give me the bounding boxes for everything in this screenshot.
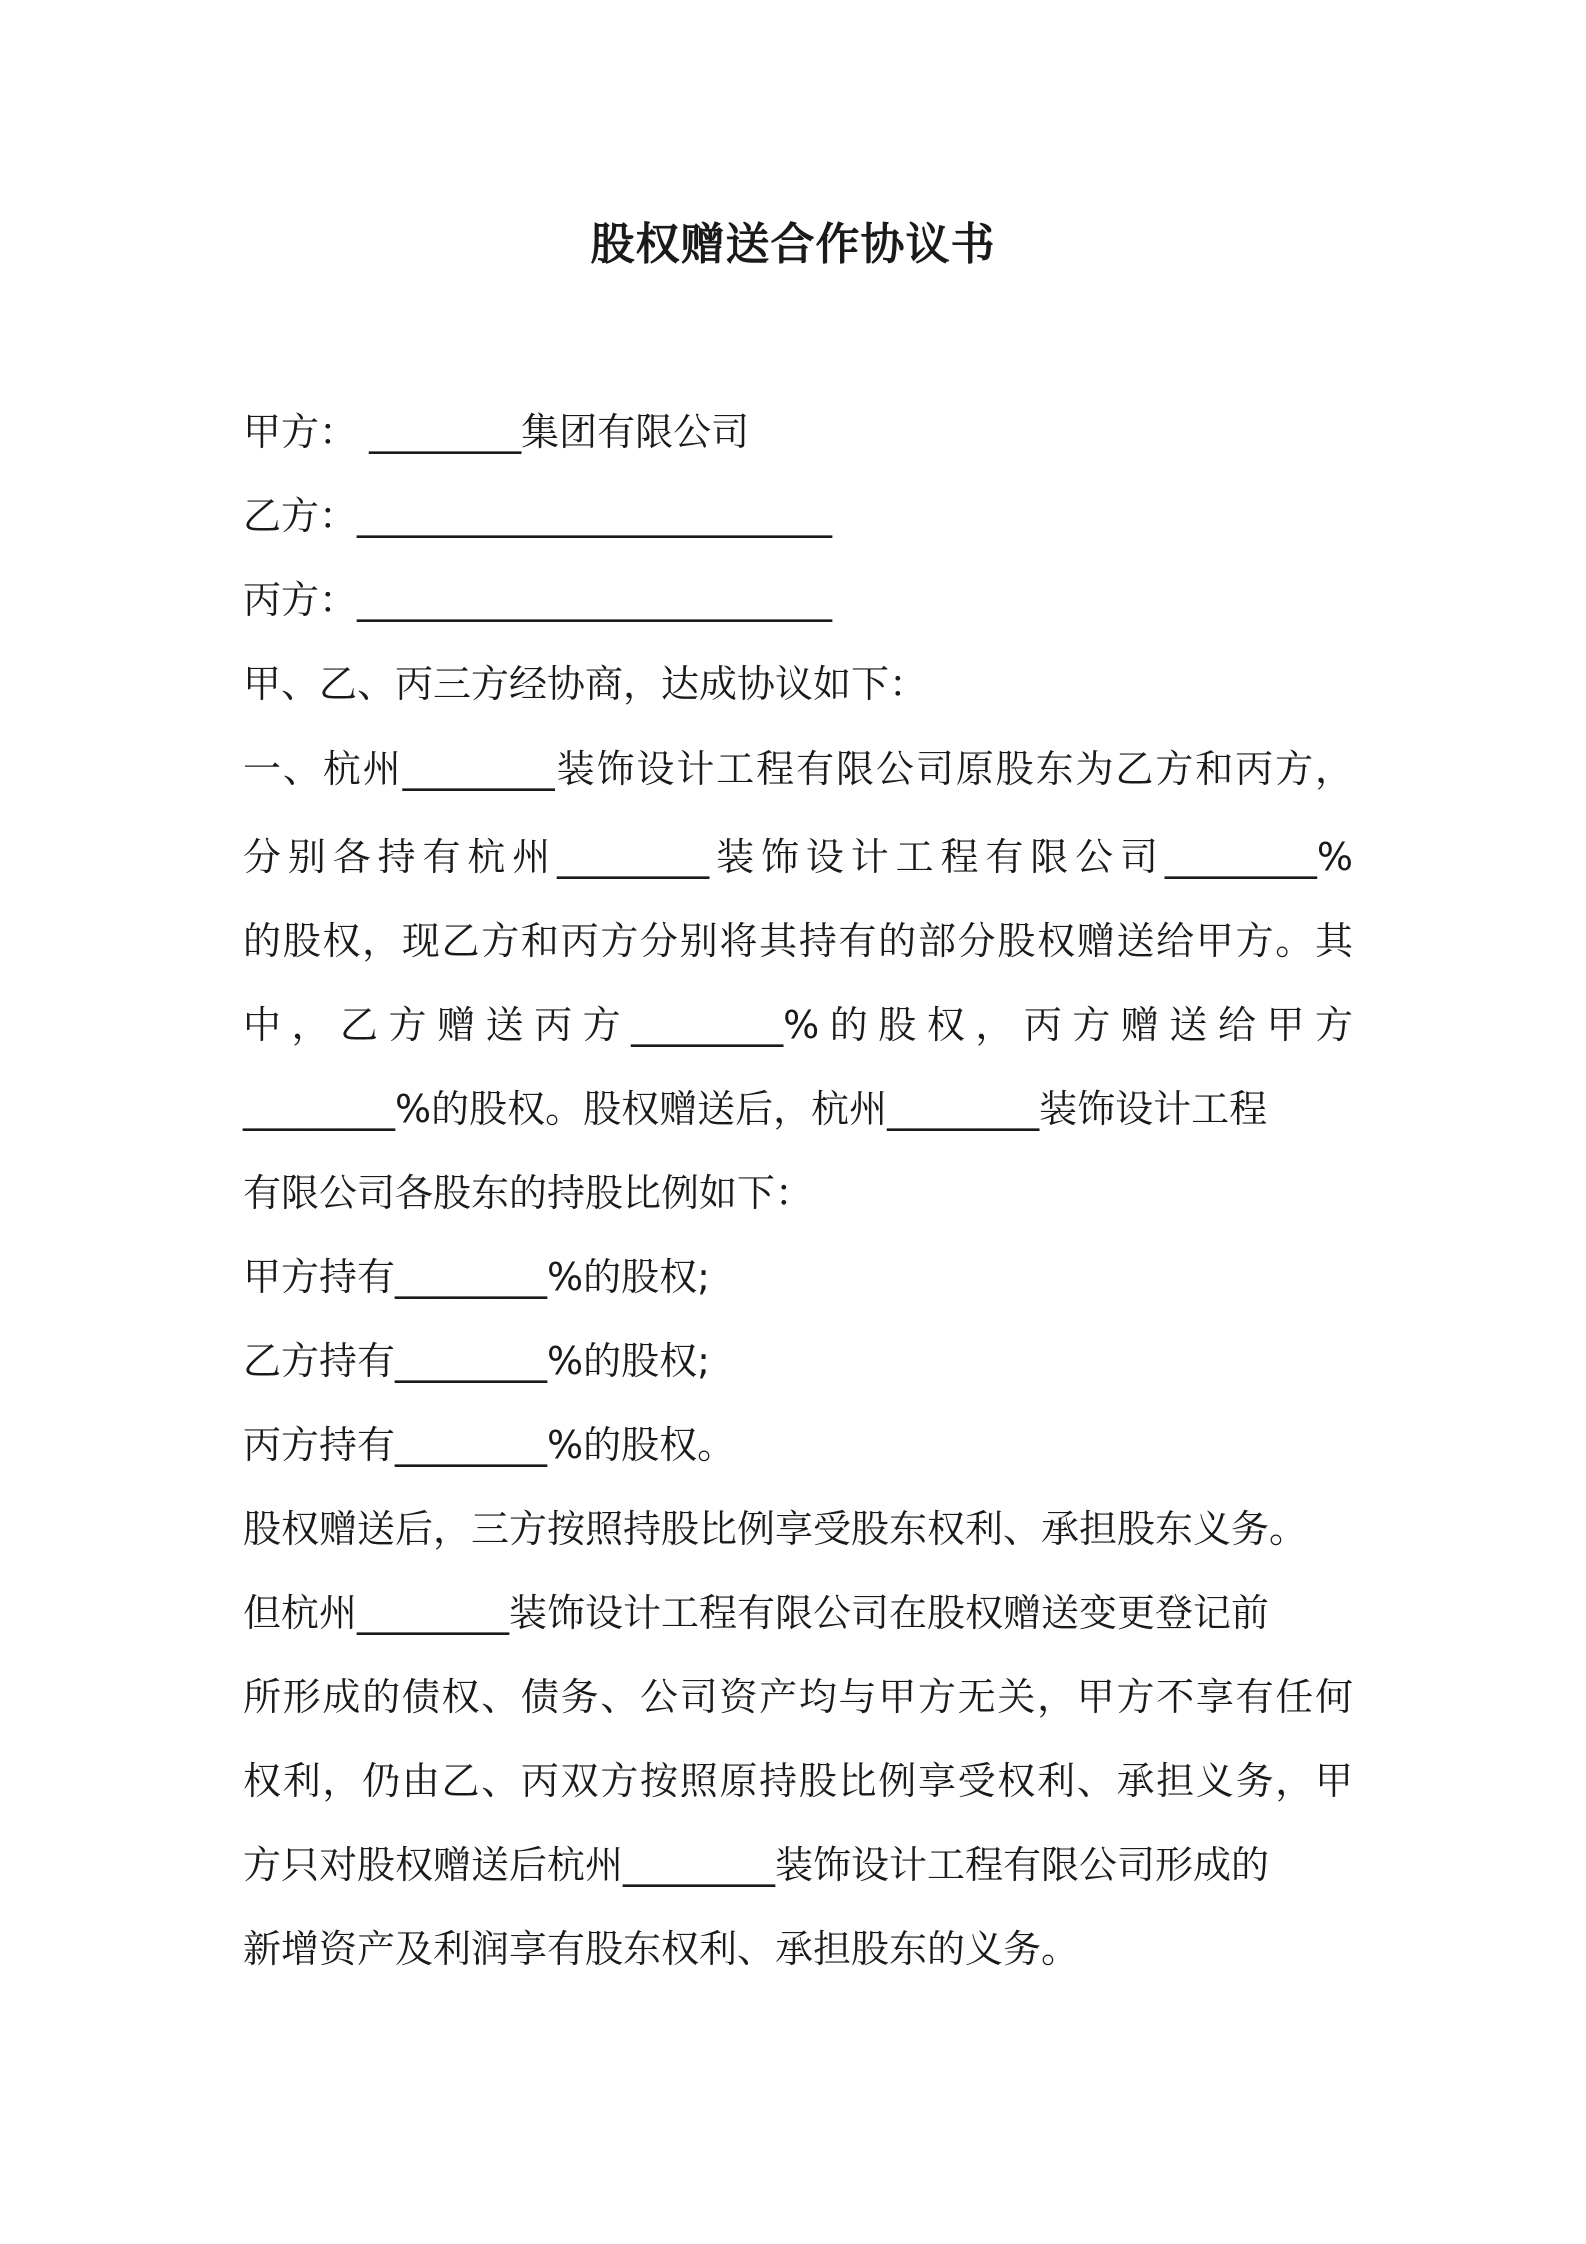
paragraph-line: 股权赠送后，三方按照持股比例享受股东权利、承担股东义务。	[243, 1507, 1308, 1551]
clause-line: 有限公司各股东的持股比例如下：	[243, 1171, 814, 1215]
paragraph-line: 方只对股权赠送后杭州________装饰设计工程有限公司形成的	[243, 1843, 1270, 1887]
intro-line: 甲、乙、丙三方经协商，达成协议如下：	[243, 662, 928, 706]
clause-line: ________%的股权。股权赠送后，杭州________装饰设计工程	[243, 1087, 1268, 1131]
paragraph-line: 但杭州________装饰设计工程有限公司在股权赠送变更登记前	[243, 1591, 1270, 1635]
clause-line: 分别各持有杭州________装饰设计工程有限公司________%	[243, 835, 1353, 879]
paragraph-line: 所形成的债权、债务、公司资产均与甲方无关，甲方不享有任何	[243, 1675, 1353, 1719]
holding-line: 丙方持有________%的股权。	[243, 1423, 736, 1467]
party-b-line: 乙方：_________________________	[243, 494, 833, 538]
paragraph-line: 权利，仍由乙、丙双方按照原持股比例享受权利、承担义务，甲	[243, 1759, 1353, 1803]
clause-line: 一、杭州________装饰设计工程有限公司原股东为乙方和丙方，	[243, 747, 1353, 791]
party-a-line: 甲方： ________集团有限公司	[243, 410, 750, 454]
holding-line: 甲方持有________%的股权;	[243, 1255, 710, 1299]
clause-line: 的股权，现乙方和丙方分别将其持有的部分股权赠送给甲方。其	[243, 919, 1353, 963]
clause-line: 中，乙方赠送丙方________%的股权，丙方赠送给甲方	[243, 1003, 1353, 1047]
document-title: 股权赠送合作协议书	[590, 219, 996, 270]
party-c-line: 丙方：_________________________	[243, 578, 833, 622]
holding-line: 乙方持有________%的股权;	[243, 1339, 710, 1383]
paragraph-line: 新增资产及利润享有股东权利、承担股东的义务。	[243, 1927, 1080, 1971]
